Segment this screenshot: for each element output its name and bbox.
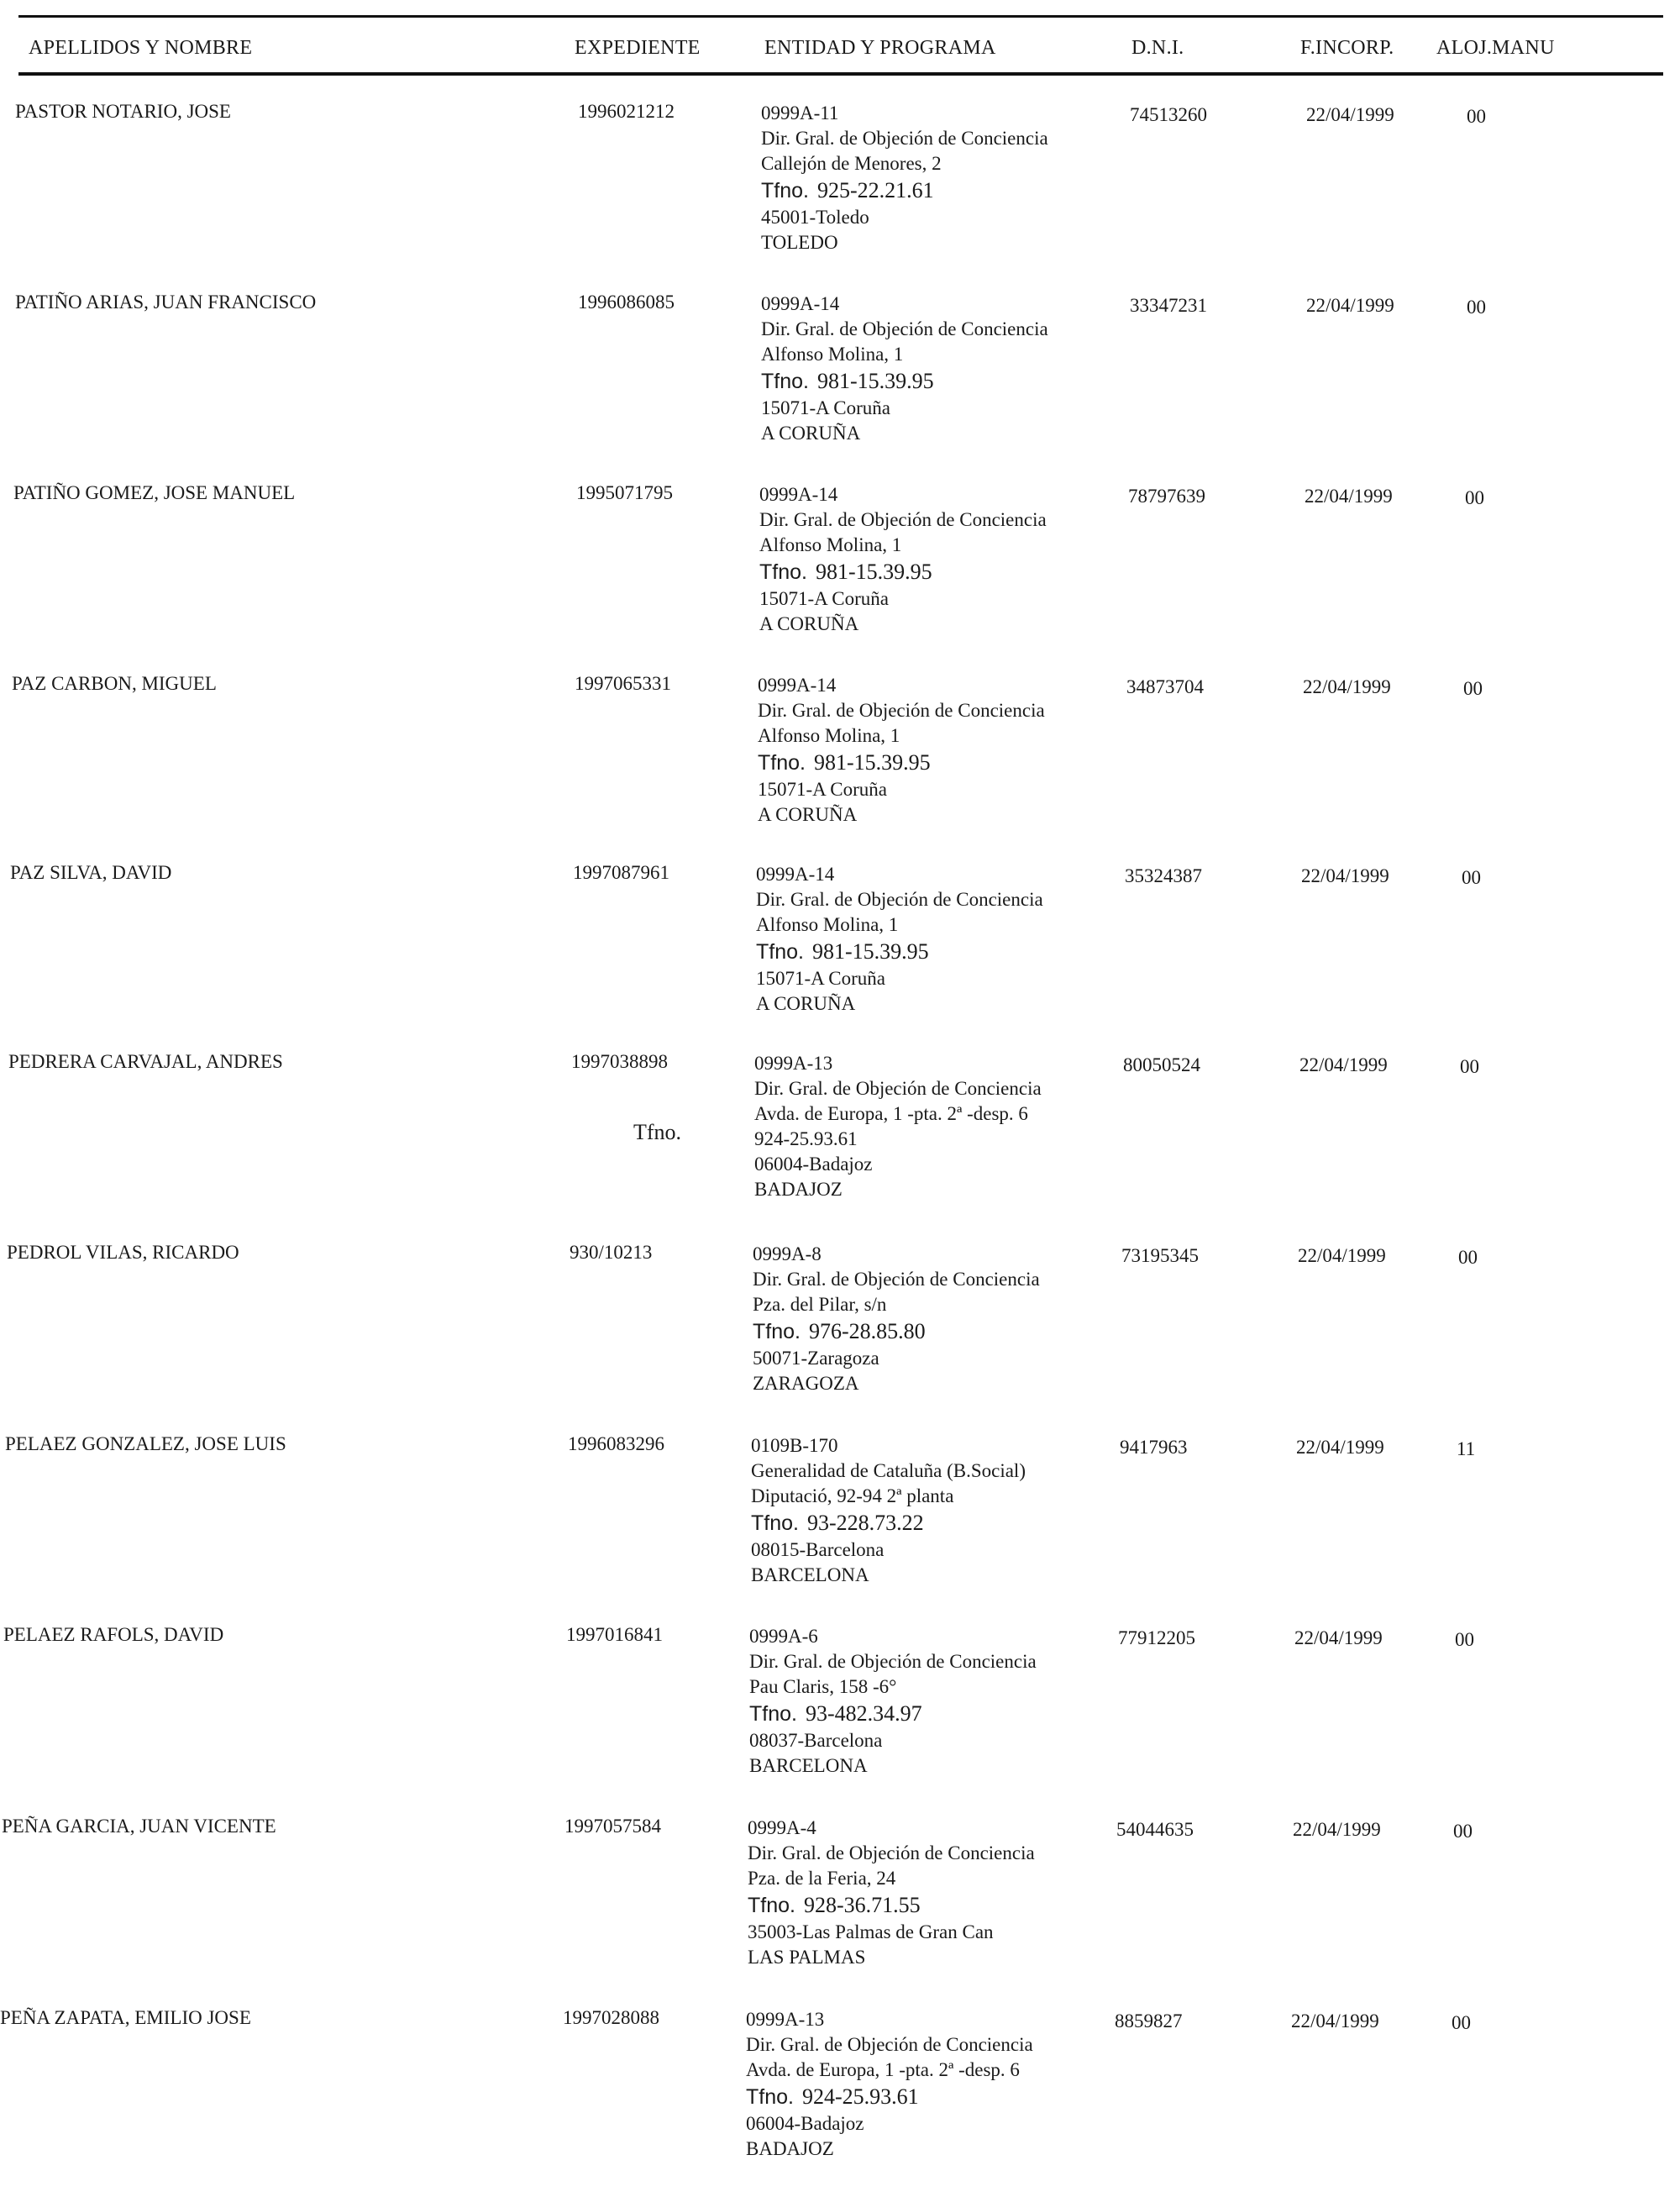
record-name: PEDROL VILAS, RICARDO [7,1242,239,1263]
record-expediente: 1997016841 [566,1624,663,1645]
record-direccion: Pau Claris, 158 -6° [749,1676,897,1697]
record-name: PAZ CARBON, MIGUEL [12,673,217,694]
record-tfno-label: Tfno. [761,179,809,202]
record-direccion: Alfonso Molina, 1 [756,914,899,935]
record-programa: 0999A-14 [758,675,837,696]
record-dni: 73195345 [1121,1245,1199,1266]
record-dni: 8859827 [1115,2010,1183,2031]
record-tfno-label: Tfno. [761,370,809,393]
record-aloj-manu: 00 [1462,867,1481,888]
record-provincia: TOLEDO [761,232,838,253]
record-provincia: BARCELONA [751,1564,869,1585]
record-name: PATIÑO ARIAS, JUAN FRANCISCO [15,292,317,313]
record-name: PASTOR NOTARIO, JOSE [15,101,231,122]
record-entidad-block [753,1242,1122,1396]
record-provincia: BARCELONA [749,1755,868,1776]
record-entidad: Dir. Gral. de Objeción de Conciencia [756,889,1043,910]
record-entidad-block [746,2007,1116,2162]
record-f-incorp: 22/04/1999 [1303,676,1391,697]
record-programa: 0999A-4 [748,1817,816,1838]
record-cp-ciudad: 08037-Barcelona [749,1730,883,1751]
record-row [0,292,1680,481]
record-row [0,482,1678,672]
record-row [0,2007,1665,2197]
record-programa: 0999A-13 [754,1053,833,1074]
record-programa: 0999A-14 [759,484,838,505]
record-telefono: 981-15.39.95 [813,750,931,775]
record-name: PEDRERA CARVAJAL, ANDRES [8,1051,283,1072]
record-telefono-line [746,2083,1116,2111]
record-direccion: Callejón de Menores, 2 [761,153,942,174]
record-entidad-block [751,1433,1121,1588]
record-direccion: Avda. de Europa, 1 -pta. 2ª -desp. 6 [754,1103,1028,1124]
record-entidad-block [748,1816,1117,1970]
record-telefono: 924-25.93.61 [801,2084,919,2109]
record-expediente: 1997087961 [573,862,669,883]
record-entidad: Dir. Gral. de Objeción de Conciencia [746,2034,1033,2055]
record-name: PEÑA GARCIA, JUAN VICENTE [2,1816,276,1837]
record-provincia: A CORUÑA [761,423,861,444]
record-expediente: 1996021212 [578,101,675,122]
record-row [0,101,1680,291]
record-entidad-block [754,1051,1124,1202]
record-tfno-label: Tfno. [753,1320,801,1343]
record-entidad-block [758,673,1127,828]
record-telefono-line [748,1891,1117,1920]
record-name: PELAEZ GONZALEZ, JOSE LUIS [5,1433,286,1454]
record-direccion: Pza. de la Feria, 24 [748,1868,896,1889]
record-entidad: Dir. Gral. de Objeción de Conciencia [749,1651,1037,1672]
record-aloj-manu: 11 [1457,1438,1476,1459]
record-telefono-line [759,558,1129,586]
record-programa: 0999A-11 [761,102,839,124]
record-telefono: 93-482.34.97 [805,1701,922,1726]
record-tfno-label: Tfno. [633,1120,682,1144]
record-provincia: BADAJOZ [746,2138,834,2159]
record-f-incorp: 22/04/1999 [1305,486,1393,507]
record-telefono-line [749,1700,1119,1728]
record-direccion: Diputació, 92-94 2ª planta [751,1485,954,1506]
record-entidad-block [749,1624,1119,1779]
record-row [0,1816,1667,2005]
record-telefono: 981-15.39.95 [816,369,934,393]
record-row [0,1624,1668,1814]
record-f-incorp: 22/04/1999 [1306,295,1394,316]
record-dni: 77912205 [1118,1627,1195,1648]
record-cp-ciudad: 35003-Las Palmas de Gran Can [748,1921,994,1942]
record-direccion: Pza. del Pilar, s/n [753,1294,887,1315]
record-expediente: 1997038898 [571,1051,668,1072]
record-programa: 0999A-8 [753,1243,822,1264]
record-telefono: 976-28.85.80 [808,1319,926,1343]
header-dni: D.N.I. [1131,37,1184,59]
record-telefono-line [753,1317,1122,1346]
record-dni: 74513260 [1130,104,1207,125]
record-aloj-manu: 00 [1455,1629,1474,1650]
record-provincia: A CORUÑA [758,804,858,825]
record-name: PELAEZ RAFOLS, DAVID [3,1624,224,1645]
record-dni: 80050524 [1123,1054,1200,1075]
header-entidad: ENTIDAD Y PROGRAMA [764,37,996,59]
table-header [0,37,1680,67]
record-dni: 78797639 [1128,486,1205,507]
record-aloj-manu: 00 [1463,678,1483,699]
record-row [0,673,1677,863]
header-expediente: EXPEDIENTE [575,37,701,59]
record-expediente: 930/10213 [570,1242,653,1263]
record-tfno-label: Tfno. [756,940,804,964]
record-row [0,1051,1673,1241]
record-telefono: 981-15.39.95 [815,560,932,584]
record-provincia: A CORUÑA [759,613,859,634]
record-dni: 35324387 [1125,865,1202,886]
record-dni: 33347231 [1130,295,1207,316]
record-aloj-manu: 00 [1458,1247,1478,1268]
record-expediente: 1997028088 [563,2007,659,2028]
record-entidad-block [759,482,1129,637]
header-aloj-manu: ALOJ.MANU [1436,37,1555,59]
record-entidad-block [761,292,1131,446]
record-tfno-label: Tfno. [759,560,807,584]
record-tfno-label: Tfno. [758,751,806,775]
record-aloj-manu: 00 [1467,297,1486,318]
record-direccion: Alfonso Molina, 1 [759,534,902,555]
record-programa: 0999A-6 [749,1626,818,1647]
record-direccion: Alfonso Molina, 1 [761,344,904,365]
record-entidad: Dir. Gral. de Objeción de Conciencia [759,509,1047,530]
record-expediente: 1996086085 [578,292,675,313]
record-telefono: 925-22.21.61 [816,178,934,202]
record-telefono: 924-25.93.61 [754,1128,858,1149]
record-expediente: 1996083296 [568,1433,664,1454]
record-aloj-manu: 00 [1465,487,1484,508]
record-dni: 9417963 [1120,1437,1188,1458]
record-entidad-block [761,101,1131,255]
record-cp-ciudad: 06004-Badajoz [754,1154,873,1175]
record-entidad: Dir. Gral. de Objeción de Conciencia [761,128,1048,149]
record-f-incorp: 22/04/1999 [1294,1627,1383,1648]
record-programa: 0999A-14 [756,864,835,885]
record-entidad: Dir. Gral. de Objeción de Conciencia [748,1842,1035,1863]
record-expediente: 1997057584 [564,1816,661,1837]
record-dni: 34873704 [1126,676,1204,697]
record-f-incorp: 22/04/1999 [1291,2010,1379,2031]
record-cp-ciudad: 45001-Toledo [761,207,869,228]
record-aloj-manu: 00 [1452,2012,1471,2033]
record-tfno-label: Tfno. [746,2085,794,2109]
record-provincia: LAS PALMAS [748,1947,866,1968]
record-telefono-line [761,367,1131,396]
record-row [0,1242,1672,1432]
record-telefono-line [761,176,1131,205]
record-entidad-block [756,862,1126,1017]
record-provincia: BADAJOZ [754,1179,843,1200]
record-programa: 0999A-13 [746,2009,825,2030]
record-direccion: Alfonso Molina, 1 [758,725,900,746]
record-programa: 0999A-14 [761,293,840,314]
top-rule [18,15,1663,18]
record-dni: 54044635 [1116,1819,1194,1840]
record-programa: 0109B-170 [751,1435,838,1456]
record-telefono: 928-36.71.55 [803,1893,921,1917]
record-telefono: 981-15.39.95 [811,939,929,964]
record-tfno-label: Tfno. [749,1702,797,1726]
record-f-incorp: 22/04/1999 [1293,1819,1381,1840]
record-tfno-label: Tfno. [751,1511,799,1535]
record-f-incorp: 22/04/1999 [1301,865,1389,886]
header-rule [18,72,1663,76]
record-name: PAZ SILVA, DAVID [10,862,172,883]
record-row [0,1433,1670,1623]
record-aloj-manu: 00 [1453,1821,1473,1842]
record-name: PATIÑO GOMEZ, JOSE MANUEL [13,482,296,503]
record-f-incorp: 22/04/1999 [1299,1054,1388,1075]
record-name: PEÑA ZAPATA, EMILIO JOSE [0,2007,251,2028]
record-entidad: Dir. Gral. de Objeción de Conciencia [753,1269,1040,1290]
record-cp-ciudad: 50071-Zaragoza [753,1348,879,1369]
record-expediente: 1995071795 [576,482,673,503]
record-telefono-line [756,938,1126,966]
record-telefono: 93-228.73.22 [806,1511,924,1535]
record-cp-ciudad: 15071-A Coruña [758,779,887,800]
record-tfno-label: Tfno. [748,1894,795,1917]
record-telefono-line [758,749,1127,777]
record-f-incorp: 22/04/1999 [1298,1245,1386,1266]
record-entidad: Dir. Gral. de Objeción de Conciencia [754,1078,1042,1099]
record-cp-ciudad: 15071-A Coruña [759,588,889,609]
record-f-incorp: 22/04/1999 [1306,104,1394,125]
record-aloj-manu: 00 [1467,106,1486,127]
record-provincia: A CORUÑA [756,993,856,1014]
record-entidad: Dir. Gral. de Objeción de Conciencia [761,318,1048,339]
record-telefono-line [751,1509,1121,1537]
record-direccion: Avda. de Europa, 1 -pta. 2ª -desp. 6 [746,2059,1020,2080]
record-cp-ciudad: 06004-Badajoz [746,2113,864,2134]
record-cp-ciudad: 15071-A Coruña [761,397,890,418]
record-f-incorp: 22/04/1999 [1296,1437,1384,1458]
record-entidad: Generalidad de Cataluña (B.Social) [751,1460,1026,1481]
record-expediente: 1997065331 [575,673,671,694]
header-f-incorp: F.INCORP. [1300,37,1394,59]
record-row [0,862,1675,1052]
record-cp-ciudad: 15071-A Coruña [756,968,885,989]
header-name: APELLIDOS Y NOMBRE [29,37,253,59]
record-aloj-manu: 00 [1460,1056,1479,1077]
record-provincia: ZARAGOZA [753,1373,859,1394]
record-cp-ciudad: 08015-Barcelona [751,1539,885,1560]
record-entidad: Dir. Gral. de Objeción de Conciencia [758,700,1045,721]
